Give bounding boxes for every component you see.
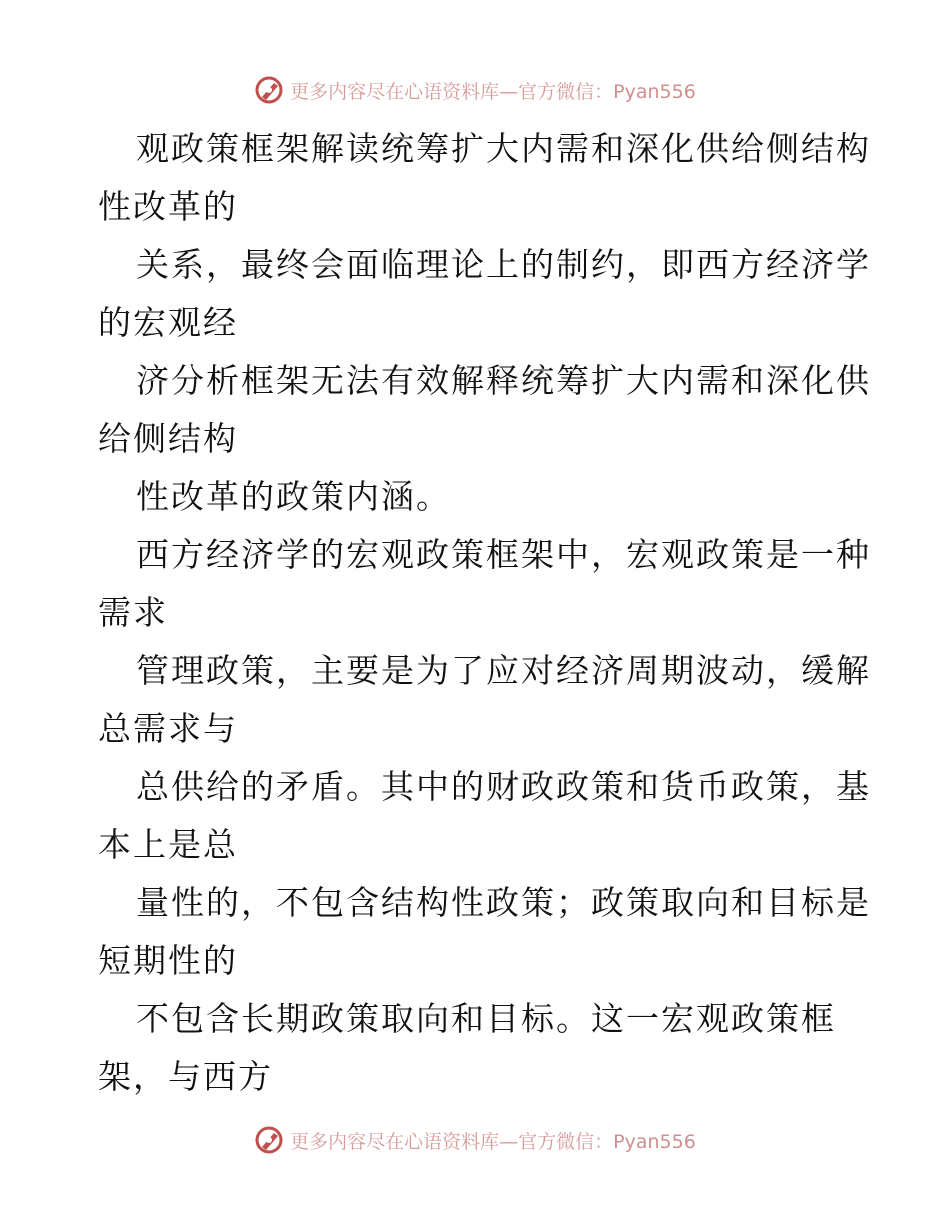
text-line: 短期性的 bbox=[98, 941, 238, 980]
text-line: 观政策框架解读统筹扩大内需和深化供给侧结构 bbox=[136, 129, 871, 168]
text-line: 总供给的矛盾。其中的财政政策和货币政策，基 bbox=[136, 767, 871, 806]
text-line: 总需求与 bbox=[98, 709, 238, 748]
text-line: 的宏观经 bbox=[98, 303, 238, 342]
watermark-wechat-id: Pyan556 bbox=[613, 1130, 696, 1153]
watermark-wechat-id: Pyan556 bbox=[613, 80, 696, 103]
pen-circle-logo-icon bbox=[254, 1125, 284, 1155]
text-line: 不包含长期政策取向和目标。这一宏观政策框 bbox=[136, 999, 836, 1038]
text-line: 给侧结构 bbox=[98, 419, 238, 458]
text-line: 济分析框架无法有效解释统筹扩大内需和深化供 bbox=[136, 361, 871, 400]
text-line: 需求 bbox=[98, 593, 168, 632]
header-watermark bbox=[0, 70, 950, 110]
document-body bbox=[98, 120, 871, 1106]
text-line: 性改革的政策内涵。 bbox=[136, 477, 451, 516]
text-line: 本上是总 bbox=[98, 825, 238, 864]
text-line: 架，与西方 bbox=[98, 1057, 273, 1096]
watermark-text: 更多内容尽在心语资料库—官方微信：Pyan556 bbox=[290, 80, 696, 103]
text-line: 西方经济学的宏观政策框架中，宏观政策是一种 bbox=[136, 535, 871, 574]
text-line: 性改革的 bbox=[98, 187, 238, 226]
watermark-text: 更多内容尽在心语资料库—官方微信：Pyan556 bbox=[290, 1130, 696, 1153]
text-line: 关系，最终会面临理论上的制约，即西方经济学 bbox=[136, 245, 871, 284]
text-line: 管理政策，主要是为了应对经济周期波动，缓解 bbox=[136, 651, 871, 690]
text-line: 量性的，不包含结构性政策；政策取向和目标是 bbox=[136, 883, 871, 922]
pen-circle-logo-icon bbox=[254, 75, 284, 105]
footer-watermark bbox=[0, 1120, 950, 1160]
